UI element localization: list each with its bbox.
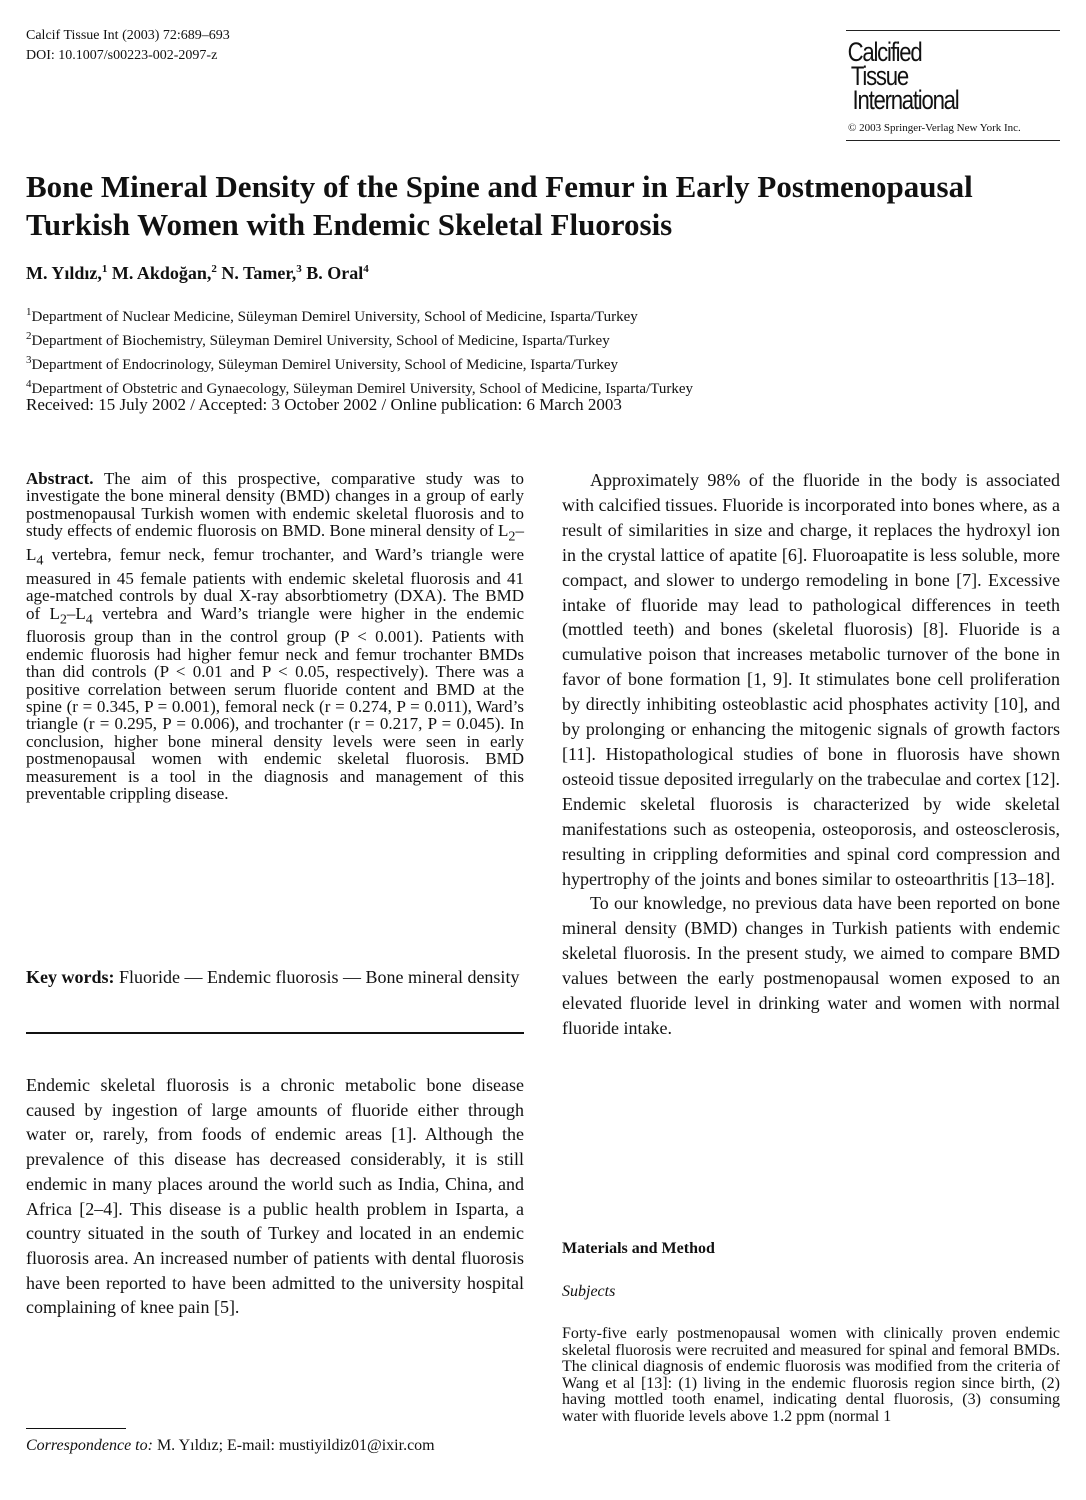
abstract-text-2: vertebra, femur neck, femur trochanter, and Ward’s triangle were measured in 45 female patients with endemic skeletal fluorosis and 41 age-matched controls by dual X-ray absorbtiometry (DXA). The BMD of L: [26, 545, 524, 623]
article-title: Bone Mineral Density of the Spine and Femur in Early Postmenopausal Turkish Women with Endemic Skeletal Fluorosis: [26, 169, 973, 242]
doi: DOI: 10.1007/s00223-002-2097-z: [26, 48, 218, 63]
abstract-sub: 4: [85, 611, 93, 628]
abstract-sub: 4: [36, 552, 44, 569]
abstract-label: Abstract.: [26, 469, 94, 488]
author-name: M. Akdoğan,: [111, 263, 212, 283]
logo-line-1: Calcified: [847, 37, 922, 67]
author-list: [26, 263, 369, 284]
correspondence-footnote: [26, 1437, 435, 1455]
affiliation-text: Department of Biochemistry, Süleyman Demirel University, School of Medicine, Isparta/Turkey: [31, 333, 610, 349]
abstract-sub: 2: [59, 611, 67, 628]
correspondence-text: M. Yıldız; E-mail: mustiyildiz01@ixir.com: [156, 1437, 435, 1454]
abstract-divider: [26, 1032, 524, 1034]
logo-bottom-rule: [846, 140, 1060, 141]
logo-line-3: International: [852, 85, 959, 115]
journal-citation-block: [26, 26, 230, 66]
footnote-rule: [26, 1428, 126, 1429]
logo-line-2: Tissue: [850, 61, 908, 91]
author-name: M. Yıldız,: [26, 263, 102, 283]
author-name: B. Oral: [306, 263, 364, 283]
abstract-text-1: The aim of this prospective, comparative study was to investigate the bone mineral density (BMD) changes in a group of early postmenopausal Turkish women with endemic skeletal fluorosis and to study effects of endemic fluorosis on BMD. Bone mineral density of L: [26, 469, 524, 541]
affiliation-sup: 1: [26, 306, 32, 318]
affiliation: [26, 327, 693, 351]
affiliation-sup: 4: [26, 378, 32, 390]
logo-top-rule: [846, 30, 1060, 31]
author-sup: 3: [296, 263, 302, 275]
subsection-heading: Subjects: [562, 1283, 616, 1300]
affiliation-sup: 2: [26, 330, 32, 342]
abstract: [26, 470, 524, 802]
abstract-dash: –L: [66, 603, 86, 623]
publication-history: Received: 15 July 2002 / Accepted: 3 October 2002 / Online publication: 6 March 2003: [26, 395, 622, 414]
journal-logo: [846, 30, 1060, 141]
intro-right-column: [562, 468, 1060, 1041]
logo-copyright: © 2003 Springer-Verlag New York Inc.: [848, 122, 1021, 134]
intro-paragraph: Approximately 98% of the fluoride in the body is associated with calcified tissues. Fluoride is incorporated into bones where, as a result of similarities in size and charge, it replaces the hydroxyl ion in the crystal lattice of apatite [6]. Fluoroapatite is less soluble, more compact, and slower to undergo remodeling in bone [7]. Excessive intake of fluoride may lead to pathological differences in teeth (mottled teeth) and bones (skeletal fluorosis) [8]. Fluoride is a cumulative poison that increases metabolic turnover of the bone in favor of bone formation [1, 9]. It stimulates bone cell proliferation by directly inhibiting osteoblastic acid phosphates activity [10], and by prolonging or enhancing the mitogenic signals of growth factors [11]. Histopathological studies of bone in fluorosis have shown osteoid tissue deposited irregularly on the trabeculae and cortex [12]. Endemic skeletal fluorosis is characterized by wide skeletal manifestations such as osteopenia, osteoporosis, and osteosclerosis, resulting in crippling deformities and spinal cord compression and hypertrophy of the joints and bones similar to osteoarthritis [13–18].: [562, 470, 1060, 889]
intro-paragraph: To our knowledge, no previous data have been reported on bone mineral density (BMD) changes in Turkish patients with endemic skeletal fluorosis. In the present study, we aimed to compare BMD values between the early postmenopausal women exposed to an elevated fluoride level in drinking water and women with normal fluoride intake.: [562, 893, 1060, 1038]
affiliation-text: Department of Endocrinology, Süleyman Demirel University, School of Medicine, Isparta/Turkey: [31, 357, 619, 373]
logo-wordmark: [846, 37, 1021, 115]
journal-citation: Calcif Tissue Int (2003) 72:689–693: [26, 28, 230, 43]
keywords-text: Fluoride — Endemic fluorosis — Bone mineral density: [119, 967, 520, 987]
affiliation: [26, 303, 693, 327]
abstract-sub: 2: [508, 528, 516, 545]
author-sup: 1: [101, 263, 108, 275]
keywords: [26, 967, 524, 988]
correspondence-label: Correspondence to:: [26, 1437, 153, 1454]
abstract-text-3: vertebra and Ward’s triangle were higher in the endemic fluorosis group than in the control group (P < 0.001). Patients with endemic fluorosis had higher femur neck and femur trochanter BMDs than did controls (P < 0.01 and P < 0.05, respectively). There was a positive correlation between serum fluoride content and BMD at the spine (r = 0.345, P = 0.001), femoral neck (r = 0.274, P = 0.011), Ward’s triangle (r = 0.295, P = 0.006), and trochanter (r = 0.217, P = 0.045). In conclusion, higher bone mineral density levels were seen in early postmenopausal women with endemic skeletal fluorosis. BMD measurement is a tool in the diagnosis and management of this preventable crippling disease.: [26, 603, 524, 804]
author-sup: 4: [363, 263, 369, 275]
author-sup: 2: [211, 263, 217, 275]
intro-left-column: [26, 1073, 524, 1320]
affiliation-sup: 3: [26, 354, 32, 366]
abstract-dash: –L: [26, 521, 524, 565]
author-name: N. Tamer,: [221, 263, 297, 283]
affiliation-text: Department of Obstetric and Gynaecology, Süleyman Demirel University, School of Medicine, Isparta/Turkey: [31, 381, 694, 397]
affiliation-list: [26, 303, 693, 399]
affiliation-text: Department of Nuclear Medicine, Süleyman Demirel University, School of Medicine, Isparta/Turkey: [31, 309, 638, 325]
subjects-paragraph: Forty-five early postmenopausal women with clinically proven endemic skeletal fluorosis were recruited and measured for spinal and femoral BMDs. The clinical diagnosis of endemic fluorosis was modified from the criteria of Wang et al [13]: (1) living in the endemic fluorosis region since birth, (2) having mottled tooth enamel, indicating dental fluorosis, (3) consuming water with fluoride levels above 1.2 ppm (normal 1: [562, 1325, 1060, 1425]
keywords-label: Key words:: [26, 967, 115, 987]
intro-paragraph: Endemic skeletal fluorosis is a chronic metabolic bone disease caused by ingestion of large amounts of fluoride either through water or, rarely, from foods of endemic areas [1]. Although the prevalence of this disease has decreased considerably, it is still endemic in many places around the world such as India, China, and Africa [2–4]. This disease is a public health problem in Isparta, a country situated in the south of Turkey and located in an endemic fluorosis area. An increased number of patients with dental fluorosis have been reported to have been admitted to the university hospital complaining of knee pain [5].: [26, 1075, 524, 1318]
section-heading: Materials and Method: [562, 1240, 715, 1257]
affiliation: [26, 351, 693, 375]
